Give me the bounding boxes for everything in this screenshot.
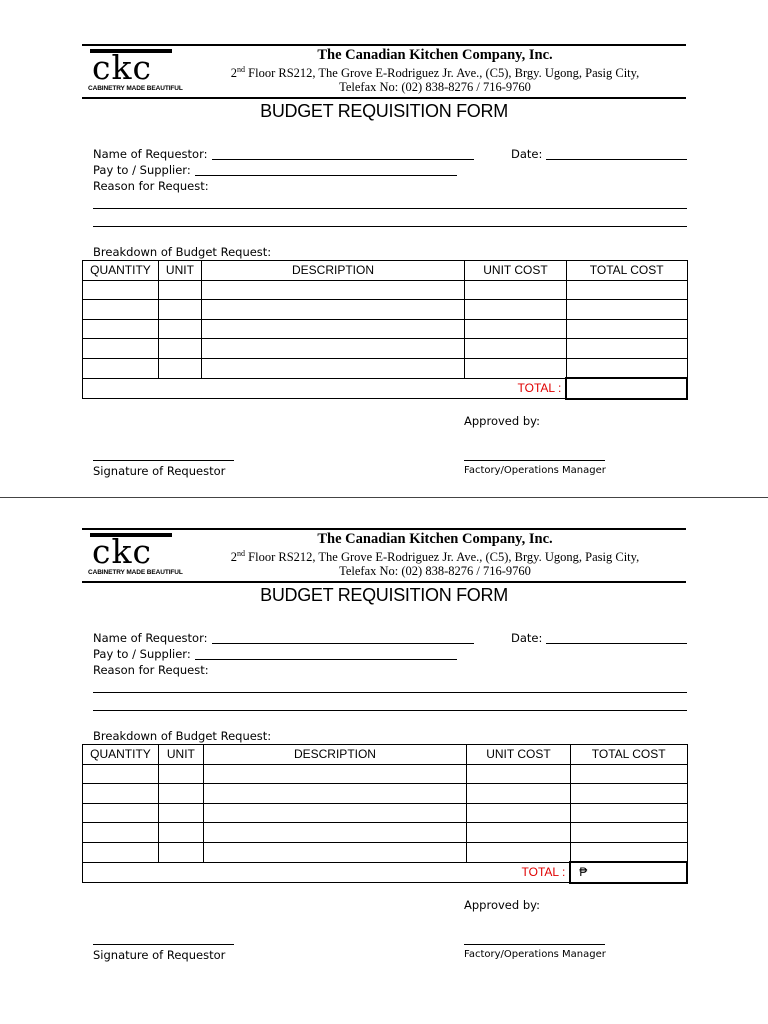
cell[interactable] <box>570 784 687 804</box>
col-description: DESCRIPTION <box>203 745 466 765</box>
ckc-logo <box>88 48 183 95</box>
cell[interactable] <box>203 823 466 843</box>
cell[interactable] <box>467 823 571 843</box>
cell[interactable] <box>83 784 159 804</box>
total-row <box>83 862 688 883</box>
form-title: BUDGET REQUISITION FORM <box>260 585 508 605</box>
company-address <box>200 65 670 81</box>
reason-label: Reason for Request: <box>93 663 209 677</box>
cell[interactable] <box>566 319 687 339</box>
reason-line-1[interactable] <box>93 208 687 209</box>
table-row <box>83 358 688 378</box>
requestor-label: Name of Requestor: <box>93 147 208 161</box>
cell[interactable] <box>465 280 567 300</box>
cell[interactable] <box>83 803 159 823</box>
reason-line-1[interactable] <box>93 692 687 693</box>
cell[interactable] <box>570 803 687 823</box>
cell[interactable] <box>203 842 466 862</box>
requestor-signature-label: Signature of Requestor <box>93 948 226 962</box>
logo-letters: ckc <box>92 532 152 571</box>
requestor-field[interactable] <box>212 643 474 644</box>
cell[interactable] <box>570 823 687 843</box>
cell[interactable] <box>158 300 201 320</box>
total-row <box>83 378 688 399</box>
manager-label: Factory/Operations Manager <box>464 949 606 960</box>
table-row <box>83 803 688 823</box>
cell[interactable] <box>203 803 466 823</box>
table-row <box>83 319 688 339</box>
address-sup: nd <box>237 549 246 558</box>
col-total-cost: TOTAL COST <box>566 261 687 281</box>
header-top-rule <box>82 44 686 46</box>
cell[interactable] <box>570 764 687 784</box>
reason-line-2[interactable] <box>93 710 687 711</box>
cell[interactable] <box>83 300 159 320</box>
budget-form-2 <box>0 484 768 984</box>
table-header-row <box>83 745 688 765</box>
cell[interactable] <box>158 280 201 300</box>
header-bottom-rule <box>82 97 686 99</box>
company-name: The Canadian Kitchen Company, Inc. <box>317 47 553 63</box>
cell[interactable] <box>203 784 466 804</box>
cell[interactable] <box>566 280 687 300</box>
cell[interactable] <box>158 339 201 359</box>
cell[interactable] <box>465 339 567 359</box>
address-floor: 2 <box>230 66 238 81</box>
cell[interactable] <box>83 339 159 359</box>
cell[interactable] <box>201 319 464 339</box>
cell[interactable] <box>83 823 159 843</box>
total-label: TOTAL : <box>83 378 567 399</box>
cell[interactable] <box>201 339 464 359</box>
total-value[interactable] <box>566 378 687 399</box>
requestor-signature-label: Signature of Requestor <box>93 464 226 478</box>
company-address <box>200 549 670 565</box>
col-description: DESCRIPTION <box>201 261 464 281</box>
date-label: Date: <box>511 147 543 161</box>
ckc-logo <box>88 532 183 579</box>
company-telefax: Telefax No: (02) 838-8276 / 716-9760 <box>339 80 531 94</box>
cell[interactable] <box>158 842 203 862</box>
cell[interactable] <box>465 300 567 320</box>
cell[interactable] <box>201 280 464 300</box>
breakdown-label: Breakdown of Budget Request: <box>93 245 272 259</box>
col-unit-cost: UNIT COST <box>465 261 567 281</box>
cell[interactable] <box>201 358 464 378</box>
cell[interactable] <box>83 280 159 300</box>
date-label: Date: <box>511 631 543 645</box>
requestor-signature-line[interactable] <box>93 944 234 945</box>
cell[interactable] <box>158 764 203 784</box>
cell[interactable] <box>158 358 201 378</box>
table-row <box>83 280 688 300</box>
pay-to-label: Pay to / Supplier: <box>93 163 191 177</box>
cell[interactable] <box>83 319 159 339</box>
date-field[interactable] <box>546 643 687 644</box>
cell[interactable] <box>465 319 567 339</box>
budget-form-1 <box>0 0 768 500</box>
manager-signature-line[interactable] <box>464 460 605 461</box>
cell[interactable] <box>570 842 687 862</box>
cell[interactable] <box>465 358 567 378</box>
breakdown-table <box>82 744 688 884</box>
cell[interactable] <box>203 764 466 784</box>
manager-signature-line[interactable] <box>464 944 605 945</box>
header-bottom-rule <box>82 581 686 583</box>
approved-by-label: Approved by: <box>464 898 540 912</box>
address-rest: Floor RS212, The Grove E-Rodriguez Jr. Ave., (C5), Brgy. Ugong, Pasig City, <box>245 66 640 81</box>
reason-label: Reason for Request: <box>93 179 209 193</box>
table-row <box>83 784 688 804</box>
pay-to-field[interactable] <box>195 175 457 176</box>
col-quantity: QUANTITY <box>83 745 159 765</box>
table-row <box>83 823 688 843</box>
requestor-signature-line[interactable] <box>93 460 234 461</box>
table-row <box>83 764 688 784</box>
requestor-label: Name of Requestor: <box>93 631 208 645</box>
header-top-rule <box>82 528 686 530</box>
address-floor: 2 <box>230 550 238 565</box>
requestor-field[interactable] <box>212 159 474 160</box>
cell[interactable] <box>566 300 687 320</box>
logo-letters: ckc <box>92 48 152 87</box>
total-value[interactable]: ₱ <box>570 862 687 883</box>
cell[interactable] <box>566 358 687 378</box>
table-row <box>83 300 688 320</box>
table-row <box>83 339 688 359</box>
col-total-cost: TOTAL COST <box>570 745 687 765</box>
company-telefax: Telefax No: (02) 838-8276 / 716-9760 <box>339 564 531 578</box>
company-name: The Canadian Kitchen Company, Inc. <box>317 531 553 547</box>
col-quantity: QUANTITY <box>83 261 159 281</box>
cell[interactable] <box>467 842 571 862</box>
address-sup: nd <box>237 65 246 74</box>
table-header-row <box>83 261 688 281</box>
cell[interactable] <box>158 823 203 843</box>
form-title: BUDGET REQUISITION FORM <box>260 101 508 121</box>
cell[interactable] <box>83 358 159 378</box>
approved-by-label: Approved by: <box>464 414 540 428</box>
col-unit: UNIT <box>158 261 201 281</box>
cell[interactable] <box>467 764 571 784</box>
table-row <box>83 842 688 862</box>
address-rest: Floor RS212, The Grove E-Rodriguez Jr. Ave., (C5), Brgy. Ugong, Pasig City, <box>245 550 640 565</box>
cell[interactable] <box>83 764 159 784</box>
manager-label: Factory/Operations Manager <box>464 465 606 476</box>
col-unit: UNIT <box>158 745 203 765</box>
cell[interactable] <box>83 842 159 862</box>
pay-to-label: Pay to / Supplier: <box>93 647 191 661</box>
cell[interactable] <box>566 339 687 359</box>
reason-line-2[interactable] <box>93 226 687 227</box>
cell[interactable] <box>158 803 203 823</box>
logo-tagline: CABINETRY MADE BEAUTIFUL <box>88 85 183 92</box>
cell[interactable] <box>467 803 571 823</box>
cell[interactable] <box>467 784 571 804</box>
pay-to-field[interactable] <box>195 659 457 660</box>
col-unit-cost: UNIT COST <box>467 745 571 765</box>
logo-tagline: CABINETRY MADE BEAUTIFUL <box>88 569 183 576</box>
cell[interactable] <box>158 784 203 804</box>
date-field[interactable] <box>546 159 687 160</box>
cell[interactable] <box>201 300 464 320</box>
total-label: TOTAL : <box>83 862 571 883</box>
breakdown-label: Breakdown of Budget Request: <box>93 729 272 743</box>
cell[interactable] <box>158 319 201 339</box>
breakdown-table <box>82 260 688 400</box>
